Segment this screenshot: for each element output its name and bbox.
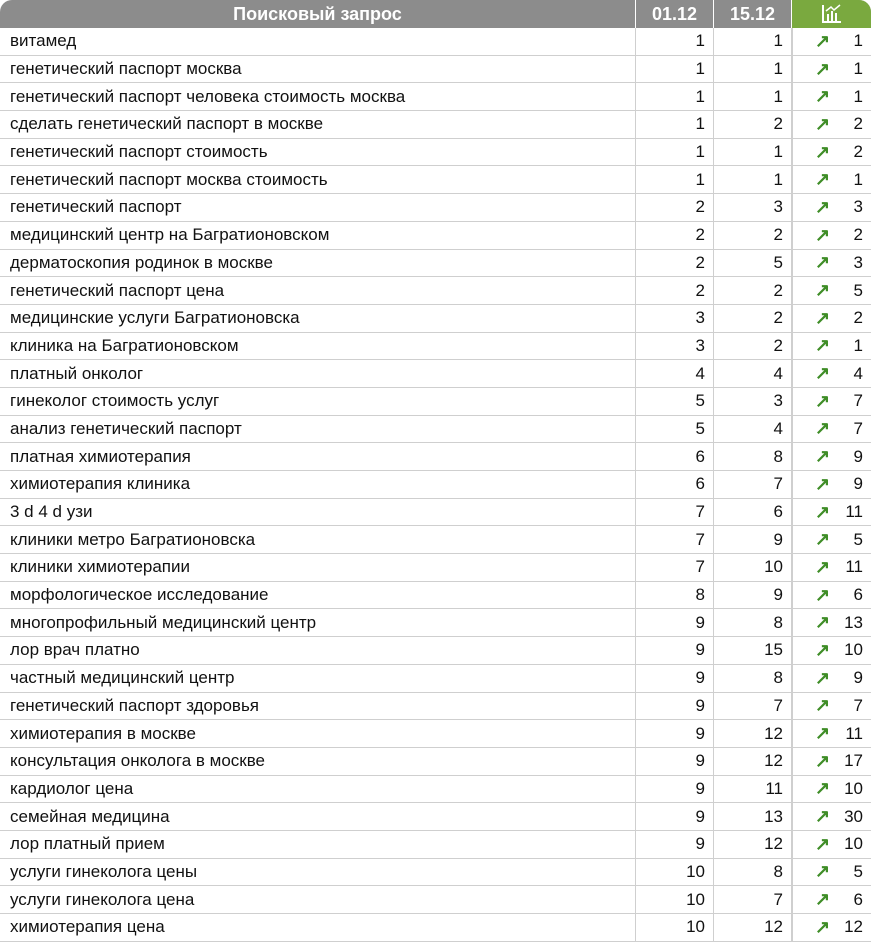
- date2-cell: 11: [714, 776, 792, 803]
- date1-cell: 2: [636, 250, 714, 277]
- query-cell: химиотерапия в москве: [0, 720, 636, 747]
- query-cell: генетический паспорт цена: [0, 277, 636, 304]
- up-right-arrow-icon: ↗: [815, 916, 831, 937]
- date1-cell: 1: [636, 28, 714, 55]
- date2-cell: 9: [714, 526, 792, 553]
- date1-cell: 10: [636, 859, 714, 886]
- delta-value: 4: [853, 363, 863, 383]
- header-date-1: 01.12: [636, 0, 714, 28]
- date1-cell: 7: [636, 526, 714, 553]
- query-cell: генетический паспорт москва: [0, 56, 636, 83]
- date1-cell: 9: [636, 665, 714, 692]
- trend-cell: [792, 333, 871, 360]
- date2-cell: 2: [714, 222, 792, 249]
- date1-cell: 1: [636, 139, 714, 166]
- date1-cell: 9: [636, 776, 714, 803]
- trend-cell: [792, 222, 871, 249]
- query-cell: дерматоскопия родинок в москве: [0, 250, 636, 277]
- delta-value: 2: [853, 114, 863, 134]
- query-cell: генетический паспорт: [0, 194, 636, 221]
- date1-cell: 7: [636, 554, 714, 581]
- date2-cell: 5: [714, 250, 792, 277]
- table-row: [0, 693, 871, 721]
- date2-cell: 8: [714, 443, 792, 470]
- trend-cell: [792, 28, 871, 55]
- query-cell: многопрофильный медицинский центр: [0, 609, 636, 636]
- delta-value: 10: [844, 640, 863, 660]
- trend-cell: [792, 831, 871, 858]
- date2-cell: 9: [714, 582, 792, 609]
- date2-cell: 2: [714, 305, 792, 332]
- trend-cell: [792, 859, 871, 886]
- trend-cell: [792, 582, 871, 609]
- up-right-arrow-icon: ↗: [815, 861, 831, 882]
- delta-value: 17: [844, 751, 863, 771]
- date2-cell: 1: [714, 139, 792, 166]
- date1-cell: 9: [636, 803, 714, 830]
- date2-cell: 2: [714, 333, 792, 360]
- table-row: [0, 859, 871, 887]
- table-row: [0, 609, 871, 637]
- trend-cell: [792, 388, 871, 415]
- up-right-arrow-icon: ↗: [815, 612, 831, 633]
- date1-cell: 8: [636, 582, 714, 609]
- table-row: [0, 250, 871, 278]
- trend-cell: [792, 720, 871, 747]
- date2-cell: 8: [714, 609, 792, 636]
- trend-cell: [792, 748, 871, 775]
- delta-value: 7: [853, 418, 863, 438]
- date1-cell: 2: [636, 222, 714, 249]
- trend-cell: [792, 693, 871, 720]
- table-row: [0, 360, 871, 388]
- up-right-arrow-icon: ↗: [815, 584, 831, 605]
- date1-cell: 9: [636, 720, 714, 747]
- query-cell: витамед: [0, 28, 636, 55]
- query-cell: услуги гинеколога цена: [0, 886, 636, 913]
- date2-cell: 4: [714, 416, 792, 443]
- query-cell: клиника на Багратионовском: [0, 333, 636, 360]
- query-cell: анализ генетический паспорт: [0, 416, 636, 443]
- table-row: [0, 305, 871, 333]
- table-row: [0, 831, 871, 859]
- query-cell: клиники метро Багратионовска: [0, 526, 636, 553]
- date1-cell: 2: [636, 277, 714, 304]
- table-row: [0, 139, 871, 167]
- delta-value: 11: [845, 723, 863, 743]
- query-cell: генетический паспорт здоровья: [0, 693, 636, 720]
- trend-cell: [792, 194, 871, 221]
- delta-value: 6: [853, 585, 863, 605]
- date2-cell: 12: [714, 748, 792, 775]
- up-right-arrow-icon: ↗: [815, 224, 831, 245]
- date1-cell: 6: [636, 471, 714, 498]
- header-trend: [792, 0, 871, 28]
- date1-cell: 6: [636, 443, 714, 470]
- query-cell: клиники химиотерапии: [0, 554, 636, 581]
- trend-cell: [792, 499, 871, 526]
- query-cell: лор платный прием: [0, 831, 636, 858]
- delta-value: 12: [844, 917, 863, 937]
- date2-cell: 3: [714, 388, 792, 415]
- table-row: [0, 720, 871, 748]
- query-cell: услуги гинеколога цены: [0, 859, 636, 886]
- up-right-arrow-icon: ↗: [815, 778, 831, 799]
- query-cell: платный онколог: [0, 360, 636, 387]
- date1-cell: 1: [636, 166, 714, 193]
- delta-value: 2: [853, 308, 863, 328]
- date2-cell: 13: [714, 803, 792, 830]
- trend-cell: [792, 56, 871, 83]
- date1-cell: 10: [636, 914, 714, 941]
- table-row: [0, 111, 871, 139]
- date1-cell: 2: [636, 194, 714, 221]
- trend-cell: [792, 665, 871, 692]
- delta-value: 2: [853, 142, 863, 162]
- date2-cell: 7: [714, 471, 792, 498]
- trend-cell: [792, 609, 871, 636]
- trend-cell: [792, 305, 871, 332]
- query-cell: химиотерапия клиника: [0, 471, 636, 498]
- query-cell: сделать генетический паспорт в москве: [0, 111, 636, 138]
- date2-cell: 15: [714, 637, 792, 664]
- trend-cell: [792, 914, 871, 941]
- delta-value: 2: [853, 225, 863, 245]
- delta-value: 5: [853, 529, 863, 549]
- up-right-arrow-icon: ↗: [815, 58, 831, 79]
- date2-cell: 1: [714, 166, 792, 193]
- date2-cell: 10: [714, 554, 792, 581]
- table-row: [0, 803, 871, 831]
- date2-cell: 7: [714, 693, 792, 720]
- up-right-arrow-icon: ↗: [815, 30, 831, 51]
- up-right-arrow-icon: ↗: [815, 390, 831, 411]
- date1-cell: 3: [636, 305, 714, 332]
- query-cell: кардиолог цена: [0, 776, 636, 803]
- date1-cell: 9: [636, 693, 714, 720]
- date1-cell: 3: [636, 333, 714, 360]
- trend-cell: [792, 83, 871, 110]
- delta-value: 3: [853, 197, 863, 217]
- date1-cell: 1: [636, 111, 714, 138]
- up-right-arrow-icon: ↗: [815, 418, 831, 439]
- date2-cell: 1: [714, 28, 792, 55]
- query-cell: частный медицинский центр: [0, 665, 636, 692]
- date2-cell: 12: [714, 831, 792, 858]
- table-row: [0, 637, 871, 665]
- table-row: [0, 526, 871, 554]
- date2-cell: 7: [714, 886, 792, 913]
- up-right-arrow-icon: ↗: [815, 473, 831, 494]
- table-row: [0, 471, 871, 499]
- bar-chart-icon: [821, 4, 843, 24]
- date1-cell: 9: [636, 609, 714, 636]
- delta-value: 7: [853, 391, 863, 411]
- trend-cell: [792, 139, 871, 166]
- table-row: [0, 554, 871, 582]
- date2-cell: 2: [714, 277, 792, 304]
- delta-value: 10: [844, 834, 863, 854]
- up-right-arrow-icon: ↗: [815, 639, 831, 660]
- trend-cell: [792, 443, 871, 470]
- query-cell: генетический паспорт москва стоимость: [0, 166, 636, 193]
- date2-cell: 12: [714, 720, 792, 747]
- date2-cell: 12: [714, 914, 792, 941]
- delta-value: 30: [844, 806, 863, 826]
- table-row: [0, 83, 871, 111]
- date2-cell: 6: [714, 499, 792, 526]
- delta-value: 6: [853, 889, 863, 909]
- date1-cell: 7: [636, 499, 714, 526]
- date2-cell: 1: [714, 83, 792, 110]
- table-row: [0, 886, 871, 914]
- delta-value: 1: [853, 59, 863, 79]
- date2-cell: 3: [714, 194, 792, 221]
- date1-cell: 1: [636, 83, 714, 110]
- up-right-arrow-icon: ↗: [815, 833, 831, 854]
- query-cell: химиотерапия цена: [0, 914, 636, 941]
- trend-cell: [792, 554, 871, 581]
- up-right-arrow-icon: ↗: [815, 446, 831, 467]
- table-body: [0, 28, 871, 942]
- date1-cell: 4: [636, 360, 714, 387]
- delta-value: 1: [853, 86, 863, 106]
- up-right-arrow-icon: ↗: [815, 196, 831, 217]
- delta-value: 13: [844, 612, 863, 632]
- date1-cell: 5: [636, 416, 714, 443]
- delta-value: 7: [853, 695, 863, 715]
- delta-value: 9: [853, 668, 863, 688]
- trend-cell: [792, 471, 871, 498]
- trend-cell: [792, 526, 871, 553]
- up-right-arrow-icon: ↗: [815, 280, 831, 301]
- up-right-arrow-icon: ↗: [815, 307, 831, 328]
- table-row: [0, 914, 871, 942]
- table-row: [0, 443, 871, 471]
- trend-cell: [792, 776, 871, 803]
- delta-value: 9: [853, 474, 863, 494]
- delta-value: 5: [853, 861, 863, 881]
- table-header: [0, 0, 871, 28]
- table-row: [0, 28, 871, 56]
- query-cell: гинеколог стоимость услуг: [0, 388, 636, 415]
- delta-value: 9: [853, 446, 863, 466]
- trend-cell: [792, 277, 871, 304]
- trend-cell: [792, 166, 871, 193]
- table-row: [0, 665, 871, 693]
- delta-value: 5: [853, 280, 863, 300]
- up-right-arrow-icon: ↗: [815, 335, 831, 356]
- up-right-arrow-icon: ↗: [815, 363, 831, 384]
- trend-cell: [792, 803, 871, 830]
- up-right-arrow-icon: ↗: [815, 169, 831, 190]
- table-row: [0, 388, 871, 416]
- delta-value: 1: [853, 335, 863, 355]
- up-right-arrow-icon: ↗: [815, 667, 831, 688]
- table-row: [0, 582, 871, 610]
- delta-value: 11: [845, 557, 863, 577]
- table-row: [0, 56, 871, 84]
- delta-value: 3: [853, 252, 863, 272]
- delta-value: 10: [844, 778, 863, 798]
- delta-value: 11: [845, 502, 863, 522]
- table-row: [0, 416, 871, 444]
- date1-cell: 9: [636, 831, 714, 858]
- query-cell: лор врач платно: [0, 637, 636, 664]
- query-cell: морфологическое исследование: [0, 582, 636, 609]
- date2-cell: 4: [714, 360, 792, 387]
- up-right-arrow-icon: ↗: [815, 113, 831, 134]
- up-right-arrow-icon: ↗: [815, 723, 831, 744]
- up-right-arrow-icon: ↗: [815, 529, 831, 550]
- query-cell: семейная медицина: [0, 803, 636, 830]
- up-right-arrow-icon: ↗: [815, 141, 831, 162]
- trend-cell: [792, 111, 871, 138]
- delta-value: 1: [853, 31, 863, 51]
- table-row: [0, 166, 871, 194]
- query-cell: генетический паспорт человека стоимость москва: [0, 83, 636, 110]
- date1-cell: 1: [636, 56, 714, 83]
- up-right-arrow-icon: ↗: [815, 695, 831, 716]
- date2-cell: 1: [714, 56, 792, 83]
- table-row: [0, 222, 871, 250]
- table-row: [0, 776, 871, 804]
- table-row: [0, 748, 871, 776]
- up-right-arrow-icon: ↗: [815, 750, 831, 771]
- table-row: [0, 499, 871, 527]
- trend-cell: [792, 637, 871, 664]
- query-cell: консультация онколога в москве: [0, 748, 636, 775]
- date1-cell: 9: [636, 637, 714, 664]
- query-cell: платная химиотерапия: [0, 443, 636, 470]
- date2-cell: 2: [714, 111, 792, 138]
- up-right-arrow-icon: ↗: [815, 501, 831, 522]
- date1-cell: 9: [636, 748, 714, 775]
- date2-cell: 8: [714, 859, 792, 886]
- header-date-2: 15.12: [714, 0, 792, 28]
- trend-cell: [792, 250, 871, 277]
- header-query: Поисковый запрос: [0, 0, 636, 28]
- date1-cell: 10: [636, 886, 714, 913]
- up-right-arrow-icon: ↗: [815, 556, 831, 577]
- table-row: [0, 277, 871, 305]
- trend-cell: [792, 416, 871, 443]
- table-row: [0, 333, 871, 361]
- query-cell: 3 d 4 d узи: [0, 499, 636, 526]
- query-cell: генетический паспорт стоимость: [0, 139, 636, 166]
- date1-cell: 5: [636, 388, 714, 415]
- up-right-arrow-icon: ↗: [815, 806, 831, 827]
- up-right-arrow-icon: ↗: [815, 889, 831, 910]
- date2-cell: 8: [714, 665, 792, 692]
- trend-cell: [792, 360, 871, 387]
- query-cell: медицинские услуги Багратионовска: [0, 305, 636, 332]
- trend-cell: [792, 886, 871, 913]
- up-right-arrow-icon: ↗: [815, 252, 831, 273]
- up-right-arrow-icon: ↗: [815, 86, 831, 107]
- query-cell: медицинский центр на Багратионовском: [0, 222, 636, 249]
- table-row: [0, 194, 871, 222]
- delta-value: 1: [853, 169, 863, 189]
